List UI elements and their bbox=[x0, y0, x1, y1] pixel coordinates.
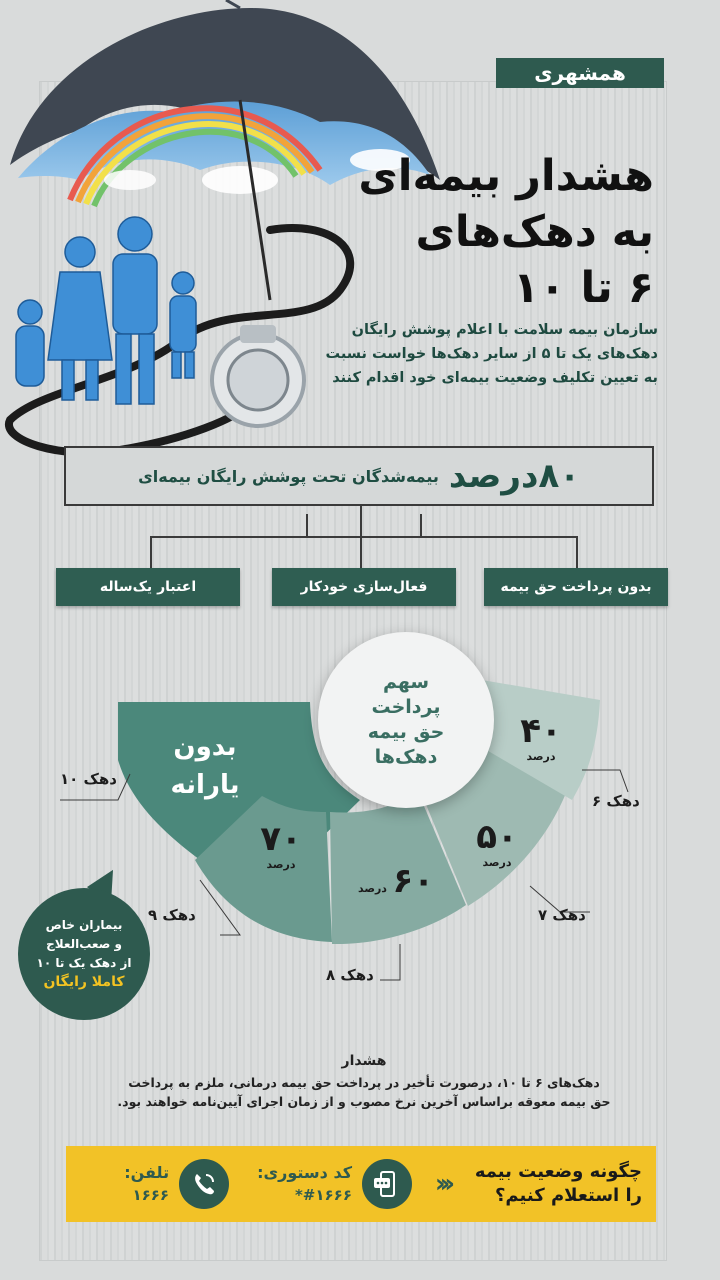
feature-chip-auto-activation: فعال‌سازی خودکار bbox=[272, 568, 456, 606]
special-patients-bubble bbox=[18, 888, 150, 1020]
warning-section bbox=[70, 1052, 658, 1111]
phone-number[interactable]: ۱۶۶۶ bbox=[132, 1186, 170, 1204]
decile-label-8: دهک ۸ bbox=[326, 966, 374, 984]
feature-chip-no-payment: بدون پرداخت حق بیمه bbox=[484, 568, 668, 606]
segment-value-decile-9: ۷۰ درصد bbox=[260, 819, 302, 871]
segment-value-decile-7: ۵۰ درصد bbox=[476, 817, 518, 869]
ussd-code-block bbox=[257, 1162, 352, 1206]
decile-label-10: دهک ۱۰ bbox=[60, 770, 117, 788]
share-label-line-4: دهک‌ها bbox=[374, 746, 438, 768]
share-label-line-2: پرداخت bbox=[371, 696, 441, 718]
footer-title bbox=[472, 1160, 642, 1208]
phone-label: تلفن: bbox=[124, 1163, 170, 1182]
ussd-label: کد دستوری: bbox=[257, 1163, 352, 1182]
bubble-line-3: از دهک یک تا ۱۰ bbox=[36, 956, 132, 970]
segment-value-decile-6: ۴۰ درصد bbox=[520, 711, 562, 763]
bubble-line-2: و صعب‌العلاج bbox=[46, 937, 122, 951]
bubble-line-1: بیماران خاص bbox=[45, 918, 123, 932]
title-line-1: هشدار بیمه‌ای bbox=[358, 151, 654, 201]
warning-line-1: دهک‌های ۶ تا ۱۰، درصورت تأخیر در پرداخت حق بیمه درمانی، ملزم به پرداخت bbox=[128, 1075, 600, 1090]
intro-text: سازمان بیمه سلامت با اعلام پوشش رایگان دهک‌های یک تا ۵ از سایر دهک‌ها خواست نسبت به تعیین تکلیف وضعیت بیمه‌ای خود اقدام کنند bbox=[325, 322, 658, 386]
phone-block bbox=[124, 1162, 169, 1206]
warning-line-2: حق بیمه معوقه براساس آخرین نرخ مصوب و از زمان اجرای آیین‌نامه خواهند بود. bbox=[117, 1094, 611, 1109]
feature-chip-one-year-validity: اعتبار یک‌ساله bbox=[56, 568, 240, 606]
decile-label-6: دهک ۶ bbox=[592, 792, 640, 810]
phone-call-icon bbox=[179, 1159, 229, 1209]
bubble-line-4: کاملا رایگان bbox=[43, 974, 125, 990]
title-line-3: ۶ تا ۱۰ bbox=[513, 263, 654, 313]
phone-message-icon bbox=[362, 1159, 412, 1209]
decile-label-7: دهک ۷ bbox=[538, 906, 586, 924]
share-label-line-3: حق بیمه bbox=[367, 721, 445, 743]
share-label-line-1: سهم bbox=[382, 671, 430, 693]
footer-title-line-2: را استعلام کنیم؟ bbox=[494, 1185, 642, 1206]
decile-label-9: دهک ۹ bbox=[148, 906, 196, 924]
headline-percent: ۸۰درصد bbox=[448, 456, 580, 496]
headline-text: بیمه‌شدگان تحت پوشش رایگان بیمه‌ای bbox=[138, 466, 439, 486]
title-line-2: به دهک‌های bbox=[415, 207, 654, 257]
segment-value-decile-8: ۶۰ درصد bbox=[357, 861, 435, 901]
footer-title-line-1: چگونه وضعیت بیمه bbox=[474, 1161, 642, 1182]
warning-title: هشدار bbox=[341, 1053, 387, 1069]
ussd-value[interactable]: #۱۶۶۶* bbox=[294, 1186, 352, 1204]
chevrons-icon: ‹‹‹ bbox=[434, 1169, 450, 1199]
brand-logo: همشهری bbox=[496, 58, 664, 88]
inquiry-footer bbox=[66, 1146, 656, 1222]
segment-value-decile-10: بدون یارانه bbox=[170, 732, 240, 800]
